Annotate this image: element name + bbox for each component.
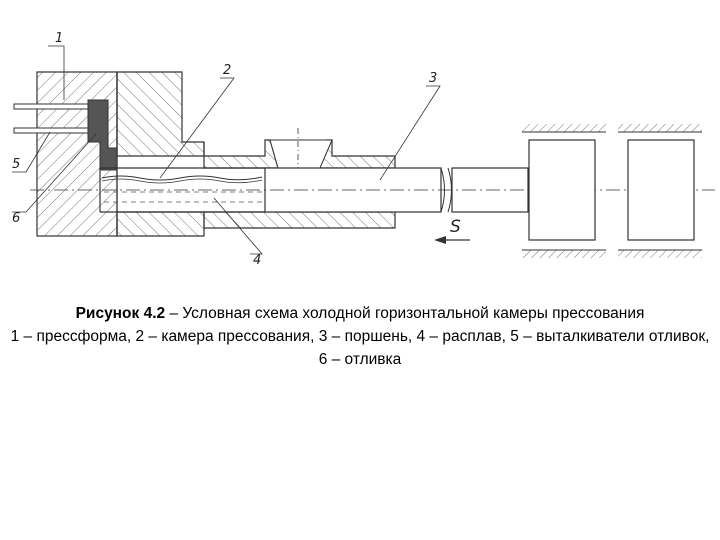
stroke-arrow — [434, 236, 470, 244]
label-1: 1 — [55, 31, 64, 46]
label-5: 5 — [12, 157, 21, 172]
label-4: 4 — [253, 253, 262, 268]
caption-prefix: Рисунок 4.2 — [75, 305, 166, 322]
figure-caption — [10, 302, 710, 371]
label-3: 3 — [429, 71, 438, 86]
caption-legend: 1 – прессформа, 2 – камера прессования, 3 – поршень, 4 – расплав, 5 – выталкиватели отливок, 6 – отливка — [10, 328, 710, 368]
drive-blocks — [522, 124, 702, 258]
plunger — [30, 168, 715, 212]
melt — [102, 176, 262, 202]
label-2: 2 — [223, 63, 232, 78]
label-6: 6 — [12, 211, 21, 226]
stroke-label: S — [450, 217, 461, 237]
caption-title: – Условная схема холодной горизонтальной камеры прессования — [165, 305, 645, 322]
